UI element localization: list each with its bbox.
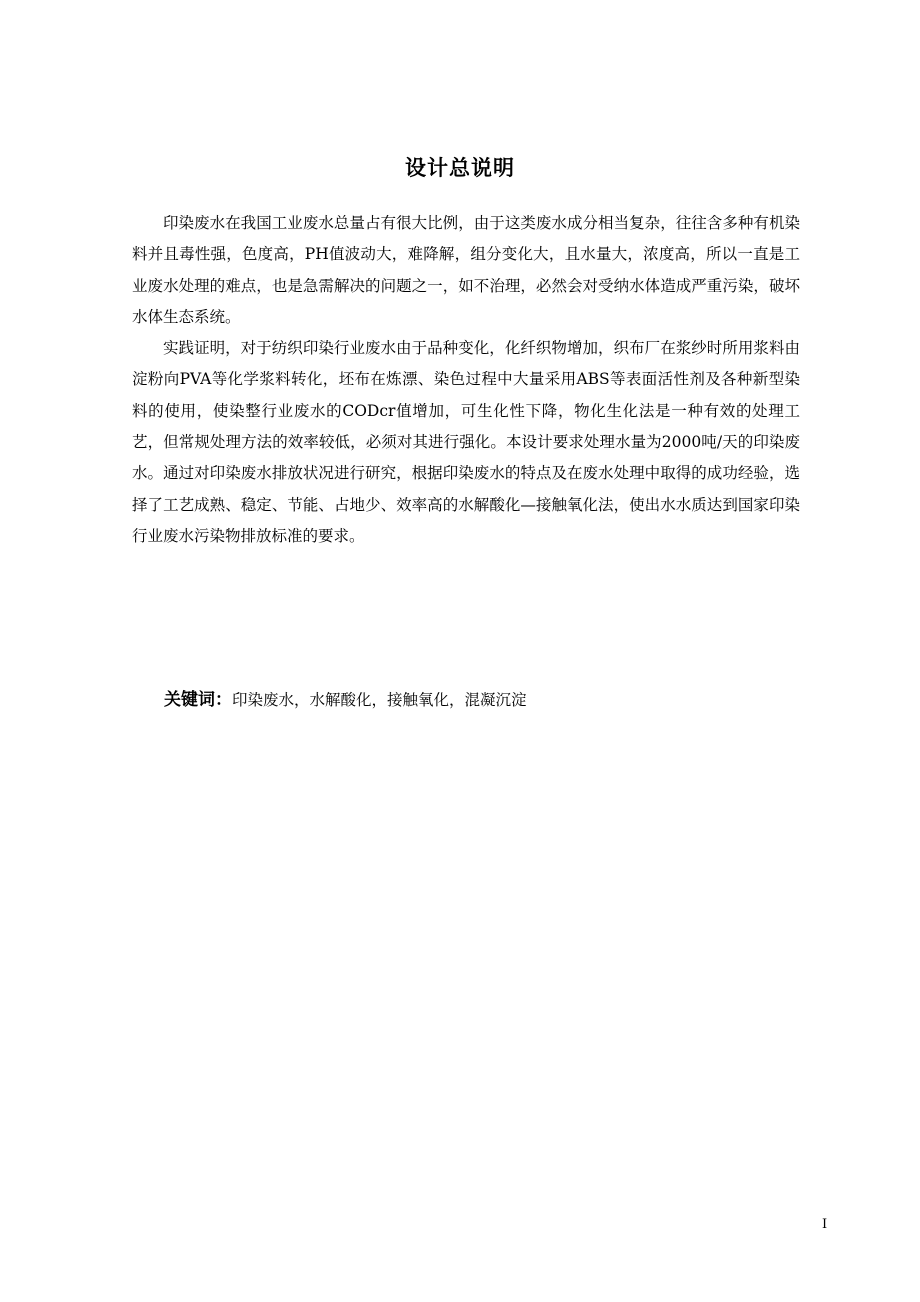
keywords-value: 印染废水，水解酸化，接触氧化，混凝沉淀 [232, 691, 527, 709]
page-number: I [822, 1217, 828, 1232]
keywords-line [164, 684, 804, 716]
page-title: 设计总说明 [405, 156, 515, 180]
body-text [132, 208, 800, 552]
keywords-label: 关键词： [164, 690, 232, 710]
paragraph-2: 实践证明，对于纺织印染行业废水由于品种变化，化纤织物增加，织布厂在浆纱时所用浆料由淀粉向PVA等化学浆料转化，坯布在炼漂、染色过程中大量采用ABS等表面活性剂及各种新型染料的使用，使染整行业废水的CODcr值增加，可生化性下降，物化生化法是一种有效的处理工艺，但常规处理方法的效率较低，必须对其进行强化。本设计要求处理水量为2000吨/天的印染废水。通过对印染废水排放状况进行研究，根据印染废水的特点及在废水处理中取得的成功经验，选择了工艺成熟、稳定、节能、占地少、效率高的水解酸化—接触氧化法，使出水水质达到国家印染行业废水污染物排放标准的要求。 [132, 339, 800, 545]
paragraph-1: 印染废水在我国工业废水总量占有很大比例，由于这类废水成分相当复杂，往往含多种有机染料并且毒性强，色度高，PH值波动大，难降解，组分变化大，且水量大，浓度高，所以一直是工业废水处理的难点，也是急需解决的问题之一，如不治理，必然会对受纳水体造成严重污染，破坏水体生态系统。 [132, 214, 800, 326]
